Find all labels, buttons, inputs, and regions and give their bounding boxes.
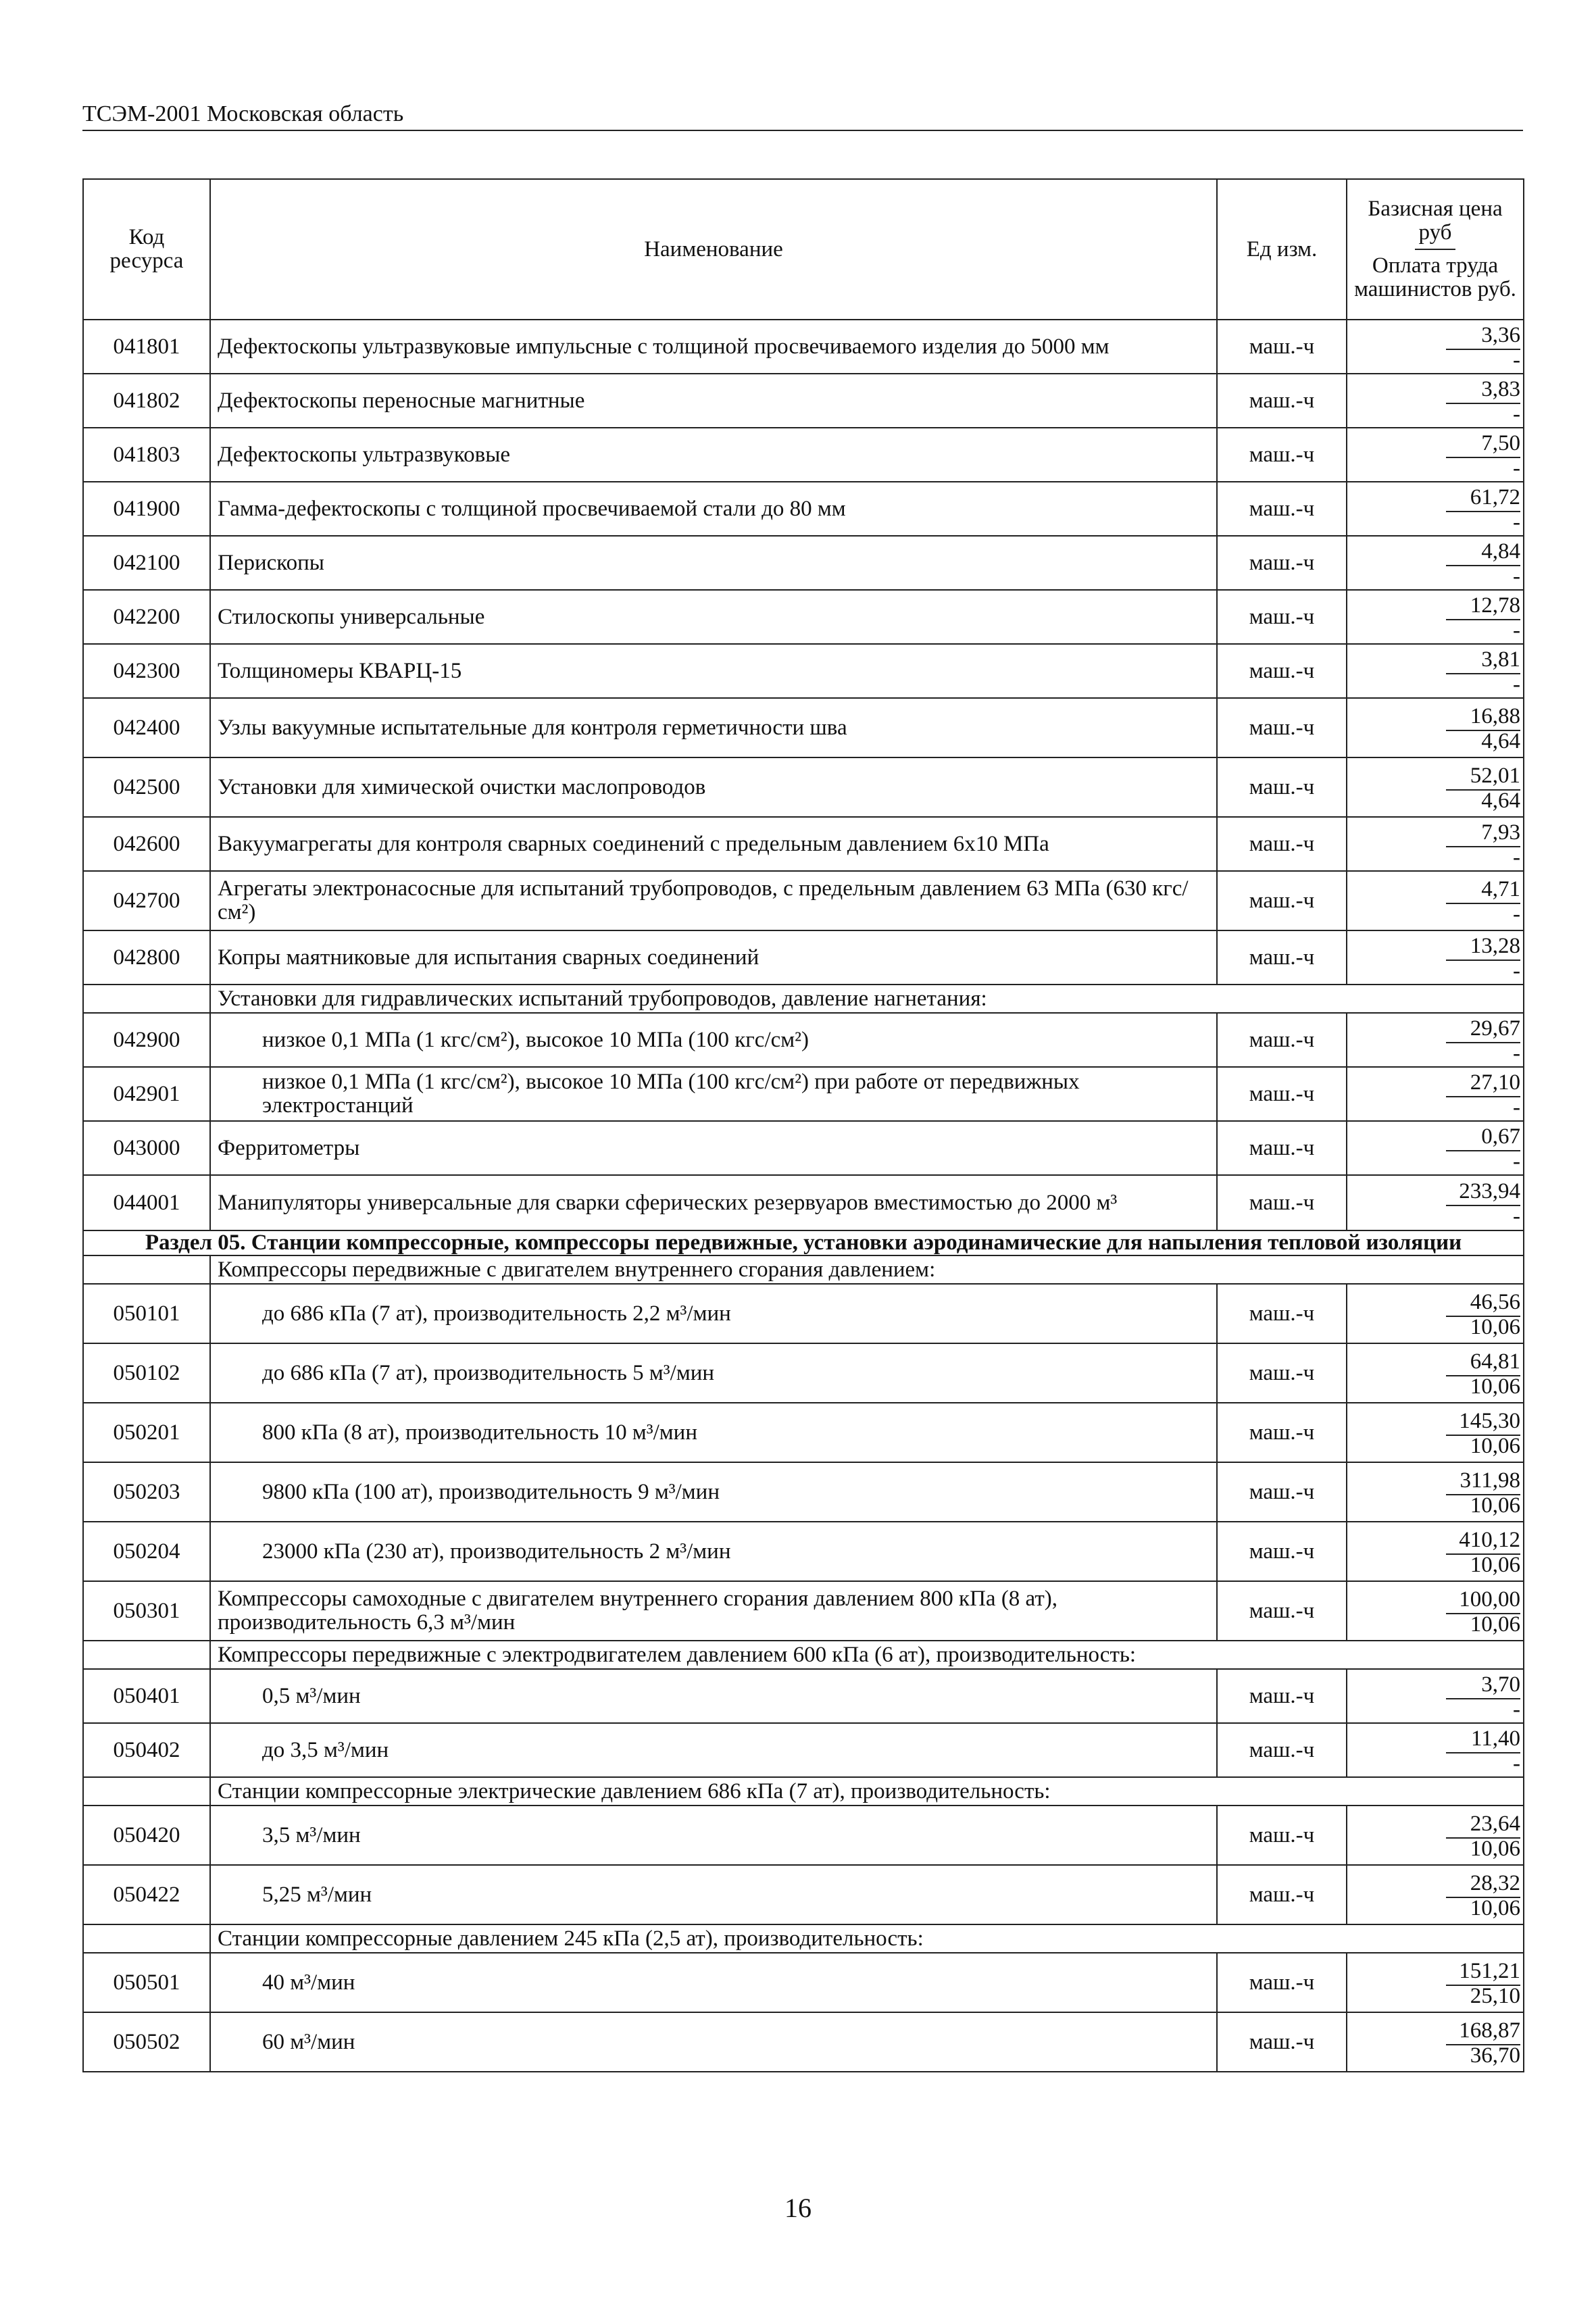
resource-code: 050401	[83, 1669, 210, 1723]
page-number: 16	[784, 2193, 812, 2223]
operator-wage: -	[1446, 846, 1520, 868]
base-price: 168,87	[1459, 2018, 1520, 2043]
table-row	[83, 1806, 1524, 1865]
resource-price-cell	[1347, 1522, 1524, 1581]
resource-price-cell	[1347, 1175, 1524, 1230]
resource-code: 050420	[83, 1806, 210, 1865]
resource-unit: маш.-ч	[1217, 1284, 1347, 1343]
resource-unit: маш.-ч	[1217, 590, 1347, 644]
group-heading-row	[83, 1777, 1524, 1806]
resource-name: 3,5 м³/мин	[210, 1806, 1217, 1865]
resource-name: Толщиномеры КВАРЦ-15	[210, 644, 1217, 698]
resource-unit: маш.-ч	[1217, 1343, 1347, 1403]
resource-price-cell	[1347, 1013, 1524, 1067]
table-row	[83, 1175, 1524, 1230]
table-row	[83, 374, 1524, 428]
group-heading: Станции компрессорные давлением 245 кПа (2,5 ат), производительность:	[210, 1924, 1524, 1953]
col-header-price	[1347, 179, 1524, 320]
resource-code: 041900	[83, 482, 210, 536]
resource-price-cell	[1347, 1806, 1524, 1865]
resource-code: 041803	[83, 428, 210, 482]
resource-name: Перископы	[210, 536, 1217, 590]
resource-name: Компрессоры самоходные с двигателем внутреннего сгорания давлением 800 кПа (8 ат), производительность 6,3 м³/мин	[210, 1581, 1217, 1641]
table-row	[83, 757, 1524, 817]
resource-name: до 3,5 м³/мин	[210, 1723, 1217, 1777]
resource-price-cell	[1347, 1723, 1524, 1777]
section-title: Раздел 05. Станции компрессорные, компрессоры передвижные, установки аэродинамические для напыления тепловой изоляции	[83, 1230, 1524, 1255]
resource-price-cell	[1347, 2012, 1524, 2072]
resource-name: 9800 кПа (100 ат), производительность 9 м³/мин	[210, 1462, 1217, 1522]
resource-code: 041801	[83, 320, 210, 374]
col-header-unit: Ед изм.	[1217, 179, 1347, 320]
operator-wage: 4,64	[1446, 730, 1520, 751]
resource-code: 042901	[83, 1067, 210, 1121]
resource-name: 60 м³/мин	[210, 2012, 1217, 2072]
resource-unit: маш.-ч	[1217, 1723, 1347, 1777]
operator-wage: 10,06	[1446, 1553, 1520, 1575]
resource-price-cell	[1347, 1462, 1524, 1522]
group-heading: Компрессоры передвижные с двигателем внутреннего сгорания давлением:	[210, 1255, 1524, 1284]
base-price: 7,50	[1481, 430, 1520, 455]
resource-name: Агрегаты электронасосные для испытаний трубопроводов, с предельным давлением 63 МПа (630 кгс/см²)	[210, 871, 1217, 930]
col-header-code: Код ресурса	[83, 179, 210, 320]
table-row	[83, 428, 1524, 482]
resource-unit: маш.-ч	[1217, 1953, 1347, 2012]
resource-code: 042800	[83, 930, 210, 985]
group-heading: Станции компрессорные электрические давлением 686 кПа (7 ат), производительность:	[210, 1777, 1524, 1806]
table-row	[83, 1403, 1524, 1462]
resource-price-cell	[1347, 1669, 1524, 1723]
base-price: 29,67	[1470, 1016, 1520, 1041]
col-header-price-top: Базисная цена руб	[1368, 197, 1503, 245]
operator-wage: -	[1446, 903, 1520, 924]
operator-wage: 36,70	[1446, 2044, 1520, 2066]
table-row	[83, 644, 1524, 698]
resource-name: Стилоскопы универсальные	[210, 590, 1217, 644]
table-row	[83, 1865, 1524, 1924]
resource-unit: маш.-ч	[1217, 757, 1347, 817]
resource-price-cell	[1347, 482, 1524, 536]
resource-unit: маш.-ч	[1217, 698, 1347, 757]
operator-wage: 10,06	[1446, 1613, 1520, 1635]
base-price: 311,98	[1460, 1468, 1520, 1493]
resource-name: низкое 0,1 МПа (1 кгс/см²), высокое 10 МПа (100 кгс/см²) при работе от передвижных электростанций	[210, 1067, 1217, 1121]
resource-name: Манипуляторы универсальные для сварки сферических резервуаров вместимостью до 2000 м³	[210, 1175, 1217, 1230]
table-row	[83, 320, 1524, 374]
resource-unit: маш.-ч	[1217, 1067, 1347, 1121]
resource-code: 050501	[83, 1953, 210, 2012]
operator-wage: -	[1446, 349, 1520, 370]
resource-unit: маш.-ч	[1217, 871, 1347, 930]
col-header-divider	[1415, 249, 1455, 250]
resource-code: 050102	[83, 1343, 210, 1403]
base-price: 3,36	[1481, 322, 1520, 347]
resource-code: 050203	[83, 1462, 210, 1522]
resource-code: 042700	[83, 871, 210, 930]
base-price: 3,81	[1481, 647, 1520, 672]
group-code-empty	[83, 985, 210, 1013]
operator-wage: -	[1446, 1042, 1520, 1064]
group-heading: Компрессоры передвижные с электродвигателем давлением 600 кПа (6 ат), производительность:	[210, 1641, 1524, 1669]
operator-wage: -	[1446, 1752, 1520, 1774]
resource-unit: маш.-ч	[1217, 1581, 1347, 1641]
resource-name: 800 кПа (8 ат), производительность 10 м³/мин	[210, 1403, 1217, 1462]
resource-unit: маш.-ч	[1217, 1669, 1347, 1723]
resource-code: 044001	[83, 1175, 210, 1230]
table-row	[83, 1462, 1524, 1522]
resource-name: Установки для химической очистки маслопроводов	[210, 757, 1217, 817]
resource-price-cell	[1347, 817, 1524, 871]
resource-name: 0,5 м³/мин	[210, 1669, 1217, 1723]
header-rule	[82, 130, 1523, 131]
resource-code: 042500	[83, 757, 210, 817]
table-row	[83, 1723, 1524, 1777]
operator-wage: -	[1446, 403, 1520, 424]
base-price: 28,32	[1470, 1870, 1520, 1895]
resource-unit: маш.-ч	[1217, 1013, 1347, 1067]
resource-code: 050201	[83, 1403, 210, 1462]
resource-name: Дефектоскопы ультразвуковые	[210, 428, 1217, 482]
operator-wage: 25,10	[1446, 1985, 1520, 2006]
base-price: 46,56	[1470, 1289, 1520, 1314]
table-header-row	[83, 179, 1524, 320]
resource-unit: маш.-ч	[1217, 428, 1347, 482]
table-row	[83, 698, 1524, 757]
resource-unit: маш.-ч	[1217, 1403, 1347, 1462]
resource-code: 050301	[83, 1581, 210, 1641]
operator-wage: -	[1446, 1205, 1520, 1226]
base-price: 4,71	[1481, 876, 1520, 901]
table-row	[83, 482, 1524, 536]
operator-wage: 10,06	[1446, 1494, 1520, 1516]
resource-name: 5,25 м³/мин	[210, 1865, 1217, 1924]
resource-name: до 686 кПа (7 ат), производительность 5 м³/мин	[210, 1343, 1217, 1403]
resource-price-cell	[1347, 930, 1524, 985]
resource-unit: маш.-ч	[1217, 320, 1347, 374]
group-heading: Установки для гидравлических испытаний трубопроводов, давление нагнетания:	[210, 985, 1524, 1013]
group-code-empty	[83, 1777, 210, 1806]
base-price: 0,67	[1481, 1124, 1520, 1149]
resource-price-cell	[1347, 428, 1524, 482]
resource-name: Вакуумагрегаты для контроля сварных соединений с предельным давлением 6х10 МПа	[210, 817, 1217, 871]
table-row	[83, 817, 1524, 871]
resource-name: до 686 кПа (7 ат), производительность 2,2 м³/мин	[210, 1284, 1217, 1343]
operator-wage: -	[1446, 511, 1520, 532]
base-price: 16,88	[1470, 703, 1520, 728]
table-row	[83, 590, 1524, 644]
group-code-empty	[83, 1924, 210, 1953]
resource-code: 043000	[83, 1121, 210, 1175]
resource-price-cell	[1347, 1284, 1524, 1343]
resource-price-cell	[1347, 871, 1524, 930]
base-price: 233,94	[1459, 1178, 1520, 1203]
resource-name: 23000 кПа (230 ат), производительность 2 м³/мин	[210, 1522, 1217, 1581]
resource-unit: маш.-ч	[1217, 1806, 1347, 1865]
group-code-empty	[83, 1641, 210, 1669]
operator-wage: 10,06	[1446, 1375, 1520, 1397]
resource-unit: маш.-ч	[1217, 1865, 1347, 1924]
base-price: 23,64	[1470, 1811, 1520, 1836]
base-price: 145,30	[1459, 1408, 1520, 1433]
operator-wage: 4,64	[1446, 789, 1520, 811]
resource-name: Дефектоскопы переносные магнитные	[210, 374, 1217, 428]
resource-price-cell	[1347, 1953, 1524, 2012]
resource-price-cell	[1347, 374, 1524, 428]
table-row	[83, 871, 1524, 930]
operator-wage: -	[1446, 565, 1520, 587]
resource-price-cell	[1347, 698, 1524, 757]
base-price: 151,21	[1459, 1958, 1520, 1983]
resource-name: Ферритометры	[210, 1121, 1217, 1175]
resource-price-cell	[1347, 644, 1524, 698]
resource-unit: маш.-ч	[1217, 1462, 1347, 1522]
operator-wage: 10,06	[1446, 1316, 1520, 1337]
operator-wage: 10,06	[1446, 1837, 1520, 1859]
resource-code: 050101	[83, 1284, 210, 1343]
operator-wage: 10,06	[1446, 1435, 1520, 1456]
operator-wage: -	[1446, 1698, 1520, 1720]
group-heading-row	[83, 985, 1524, 1013]
base-price: 4,84	[1481, 539, 1520, 564]
section-heading-row	[83, 1230, 1524, 1255]
resource-price-cell	[1347, 590, 1524, 644]
base-price: 27,10	[1470, 1070, 1520, 1095]
resource-unit: маш.-ч	[1217, 536, 1347, 590]
table-row	[83, 1581, 1524, 1641]
table-row	[83, 1953, 1524, 2012]
resource-code: 041802	[83, 374, 210, 428]
table-row	[83, 1013, 1524, 1067]
table-row	[83, 1067, 1524, 1121]
running-header: ТСЭМ-2001 Московская область	[82, 101, 404, 126]
group-heading-row	[83, 1255, 1524, 1284]
resource-unit: маш.-ч	[1217, 2012, 1347, 2072]
resource-unit: маш.-ч	[1217, 1522, 1347, 1581]
operator-wage: -	[1446, 619, 1520, 641]
resource-unit: маш.-ч	[1217, 1175, 1347, 1230]
group-heading-row	[83, 1924, 1524, 1953]
operator-wage: -	[1446, 457, 1520, 478]
base-price: 3,70	[1481, 1672, 1520, 1697]
resource-code: 050204	[83, 1522, 210, 1581]
base-price: 11,40	[1470, 1726, 1520, 1751]
table-row	[83, 1669, 1524, 1723]
table-row	[83, 1522, 1524, 1581]
resource-price-cell	[1347, 1343, 1524, 1403]
operator-wage: -	[1446, 1096, 1520, 1118]
base-price: 13,28	[1470, 933, 1520, 958]
base-price: 7,93	[1481, 820, 1520, 845]
base-price: 61,72	[1470, 484, 1520, 509]
resource-name: Узлы вакуумные испытательные для контроля герметичности шва	[210, 698, 1217, 757]
resource-unit: маш.-ч	[1217, 374, 1347, 428]
base-price: 12,78	[1470, 593, 1520, 618]
base-price: 52,01	[1470, 763, 1520, 788]
table-row	[83, 930, 1524, 985]
resource-code: 042400	[83, 698, 210, 757]
base-price: 3,83	[1481, 376, 1520, 401]
resource-price-cell	[1347, 1581, 1524, 1641]
operator-wage: -	[1446, 1150, 1520, 1172]
resource-code: 042100	[83, 536, 210, 590]
table-row	[83, 1284, 1524, 1343]
resource-price-cell	[1347, 1067, 1524, 1121]
base-price: 100,00	[1459, 1587, 1520, 1612]
table-row	[83, 1343, 1524, 1403]
base-price: 410,12	[1459, 1527, 1520, 1552]
resource-price-cell	[1347, 320, 1524, 374]
resource-unit: маш.-ч	[1217, 817, 1347, 871]
resource-price-cell	[1347, 757, 1524, 817]
resource-price-cell	[1347, 1403, 1524, 1462]
resource-price-cell	[1347, 1121, 1524, 1175]
resource-name: Дефектоскопы ультразвуковые импульсные с толщиной просвечиваемого изделия до 5000 мм	[210, 320, 1217, 374]
operator-wage: -	[1446, 673, 1520, 695]
resource-code: 042600	[83, 817, 210, 871]
col-header-price-bottom: Оплата труда машинистов руб.	[1354, 253, 1516, 301]
resource-code: 042900	[83, 1013, 210, 1067]
table-row	[83, 1121, 1524, 1175]
resource-code: 042300	[83, 644, 210, 698]
group-code-empty	[83, 1255, 210, 1284]
table-row	[83, 2012, 1524, 2072]
resource-unit: маш.-ч	[1217, 644, 1347, 698]
price-table	[82, 178, 1524, 2072]
resource-code: 050402	[83, 1723, 210, 1777]
resource-name: низкое 0,1 МПа (1 кгс/см²), высокое 10 МПа (100 кгс/см²)	[210, 1013, 1217, 1067]
resource-unit: маш.-ч	[1217, 930, 1347, 985]
resource-price-cell	[1347, 536, 1524, 590]
table-row	[83, 536, 1524, 590]
resource-unit: маш.-ч	[1217, 482, 1347, 536]
resource-code: 042200	[83, 590, 210, 644]
operator-wage: 10,06	[1446, 1897, 1520, 1918]
base-price: 64,81	[1470, 1349, 1520, 1374]
operator-wage: -	[1446, 960, 1520, 981]
resource-name: Гамма-дефектоскопы с толщиной просвечиваемой стали до 80 мм	[210, 482, 1217, 536]
resource-price-cell	[1347, 1865, 1524, 1924]
resource-name: Копры маятниковые для испытания сварных соединений	[210, 930, 1217, 985]
resource-unit: маш.-ч	[1217, 1121, 1347, 1175]
col-header-name: Наименование	[210, 179, 1217, 320]
group-heading-row	[83, 1641, 1524, 1669]
resource-name: 40 м³/мин	[210, 1953, 1217, 2012]
resource-code: 050422	[83, 1865, 210, 1924]
resource-code: 050502	[83, 2012, 210, 2072]
